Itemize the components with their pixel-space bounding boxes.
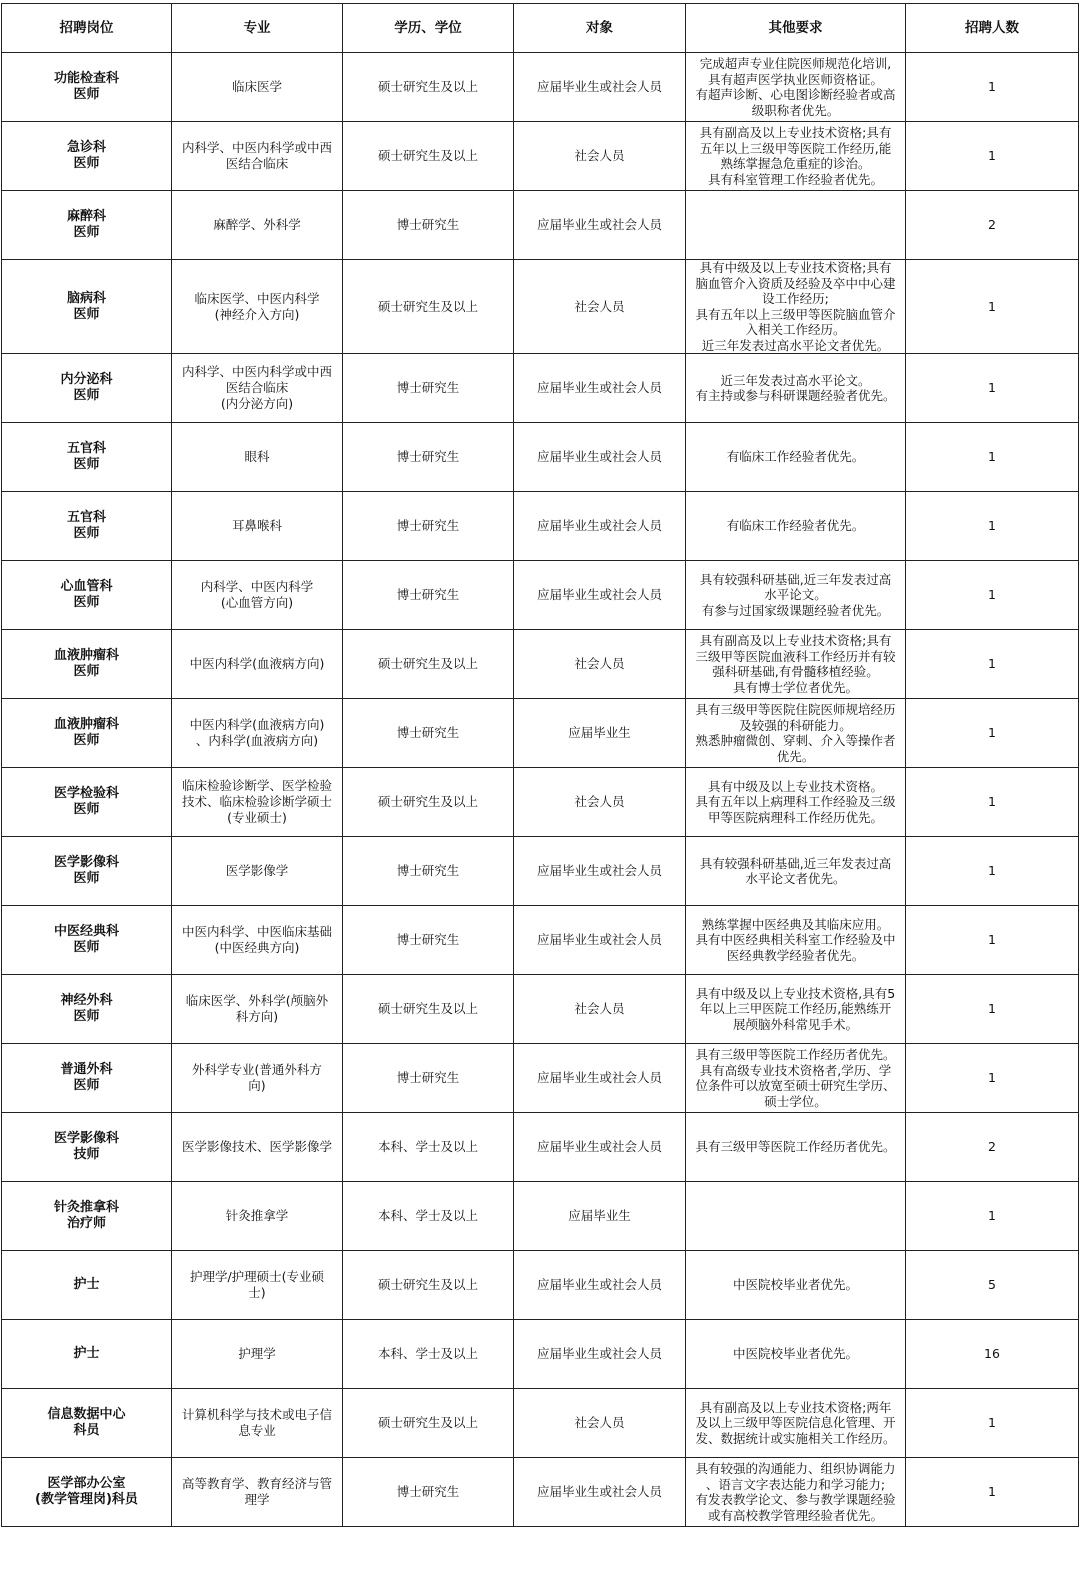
count-cell: 1 (906, 1182, 1079, 1251)
major-cell (172, 191, 343, 260)
degree-cell: 博士研究生 (343, 423, 514, 492)
position-cell-line: 护士 (73, 1346, 100, 1361)
requirements-cell (686, 975, 906, 1044)
position-cell-line: 医学影像科 (53, 1131, 119, 1146)
position-cell (2, 906, 172, 975)
major-cell-line: (内分泌方向) (220, 396, 294, 411)
position-cell-line: 针灸推拿科 (53, 1200, 119, 1215)
position-cell (2, 260, 172, 354)
position-cell-line: 内分泌科 (60, 372, 113, 387)
major-cell (172, 837, 343, 906)
position-cell-line: 医师 (73, 457, 100, 472)
recruitment-table (1, 3, 1079, 1527)
position-cell-line: 五官科 (66, 510, 106, 525)
table-row (2, 191, 1079, 260)
count-cell: 1 (906, 906, 1079, 975)
requirements-cell-line: 熟悉肿瘤微创、穿刺、介入等操作者 (695, 733, 896, 748)
major-cell-line: (中医经典方向) (214, 940, 300, 955)
major-cell (172, 1389, 343, 1458)
degree-cell: 本科、学士及以上 (343, 1320, 514, 1389)
position-cell (2, 191, 172, 260)
target-cell: 应届毕业生或社会人员 (514, 906, 686, 975)
major-cell (172, 561, 343, 630)
position-cell (2, 53, 172, 122)
degree-cell: 硕士研究生及以上 (343, 1389, 514, 1458)
requirements-cell-line: 展颅脑外科常见手术。 (732, 1016, 858, 1032)
degree-cell: 硕士研究生及以上 (343, 630, 514, 699)
count-cell: 1 (906, 354, 1079, 423)
header-row (2, 4, 1079, 53)
requirements-cell-line: 级职称者优先。 (751, 102, 840, 118)
degree-cell: 博士研究生 (343, 191, 514, 260)
count-cell: 1 (906, 561, 1079, 630)
table-row (2, 1044, 1079, 1113)
position-cell-line: 神经外科 (60, 993, 113, 1008)
target-cell: 社会人员 (514, 975, 686, 1044)
major-cell (172, 975, 343, 1044)
degree-cell: 硕士研究生及以上 (343, 122, 514, 191)
position-cell-line: 医师 (73, 306, 100, 322)
count-cell: 1 (906, 837, 1079, 906)
target-cell: 应届毕业生或社会人员 (514, 354, 686, 423)
position-cell-line: 信息数据中心 (47, 1407, 126, 1422)
count-cell: 1 (906, 1389, 1079, 1458)
target-cell: 社会人员 (514, 122, 686, 191)
major-cell-line: 医结合临床 (225, 156, 289, 171)
requirements-cell (686, 768, 906, 837)
position-cell-line: 医师 (73, 871, 100, 886)
requirements-cell-line: 具有超声医学执业医师资格证。 (707, 71, 883, 87)
requirements-cell-line: 有主持或参与科研课题经验者优先。 (695, 388, 896, 403)
header-requirements: 其他要求 (686, 4, 906, 53)
header-target: 对象 (514, 4, 686, 53)
major-cell (172, 768, 343, 837)
requirements-cell (686, 699, 906, 768)
count-cell: 1 (906, 768, 1079, 837)
count-cell: 2 (906, 1113, 1079, 1182)
requirements-cell-line: 具有三级甲等医院住院医师规培经历 (695, 702, 896, 717)
requirements-cell-line: 三级甲等医院血液科工作经历并有较 (695, 648, 896, 664)
table-row (2, 699, 1079, 768)
degree-cell: 硕士研究生及以上 (343, 768, 514, 837)
major-cell (172, 1320, 343, 1389)
table-row (2, 561, 1079, 630)
degree-cell: 博士研究生 (343, 492, 514, 561)
degree-cell: 博士研究生 (343, 1458, 514, 1527)
position-cell-line: 技师 (73, 1147, 100, 1162)
requirements-cell-line: 具有副高及以上专业技术资格;具有 (699, 125, 892, 140)
position-cell-line: 医师 (73, 664, 100, 679)
major-cell-line: 护理学/护理硕士(专业硕 (189, 1269, 325, 1284)
position-cell (2, 837, 172, 906)
major-cell-line: (专业硕士) (227, 810, 287, 825)
requirements-cell-line: 中医院校毕业者优先。 (732, 1346, 858, 1362)
requirements-cell-line: 具有科室管理工作经验者优先。 (707, 171, 883, 187)
header-count: 招聘人数 (906, 4, 1079, 53)
table-row (2, 630, 1079, 699)
target-cell: 社会人员 (514, 768, 686, 837)
requirements-cell-line: 具有较强科研基础,近三年发表过高 (699, 571, 892, 587)
major-cell-line: 针灸推拿学 (225, 1208, 289, 1223)
requirements-cell-line: 位条件可以放宽至硕士研究生学历、 (695, 1078, 896, 1093)
degree-cell: 博士研究生 (343, 837, 514, 906)
requirements-cell-line: 具有副高及以上专业技术资格;具有 (699, 633, 892, 648)
position-cell-line: 护士 (73, 1277, 100, 1292)
major-cell (172, 423, 343, 492)
requirements-cell-line: 具有中级及以上专业技术资格,具有5 (695, 985, 896, 1001)
requirements-cell-line: 具有较强科研基础,近三年发表过高 (699, 855, 892, 871)
position-cell (2, 1251, 172, 1320)
target-cell: 应届毕业生或社会人员 (514, 1044, 686, 1113)
position-cell-line: 麻醉科 (66, 209, 106, 224)
table-row (2, 1458, 1079, 1527)
requirements-cell-line: 入相关工作经历。 (745, 322, 846, 337)
degree-cell: 硕士研究生及以上 (343, 260, 514, 354)
major-cell-line: 内科学、中医内科学或中西 (181, 140, 332, 155)
major-cell-line: 息专业 (238, 1423, 276, 1438)
target-cell: 应届毕业生或社会人员 (514, 1251, 686, 1320)
table-row (2, 354, 1079, 423)
requirements-cell-line: 年以上三甲医院工作经历,能熟练开 (699, 1001, 892, 1017)
table-row (2, 1389, 1079, 1458)
requirements-cell-line: 具有中医经典相关科室工作经验及中 (695, 932, 896, 948)
position-cell-line: 医师 (73, 156, 100, 171)
position-cell-line: 医师 (73, 733, 100, 748)
major-cell-line: 中医内科学、中医临床基础 (181, 924, 332, 939)
target-cell: 应届毕业生 (514, 699, 686, 768)
requirements-cell-line: 中医院校毕业者优先。 (732, 1277, 858, 1293)
table-row (2, 837, 1079, 906)
target-cell: 应届毕业生或社会人员 (514, 1458, 686, 1527)
table-row (2, 492, 1079, 561)
requirements-cell-line: 或有高校教学管理经验者优先。 (707, 1507, 883, 1523)
degree-cell: 博士研究生 (343, 561, 514, 630)
requirements-cell-line: 具有中级及以上专业技术资格。 (707, 778, 883, 794)
target-cell: 应届毕业生或社会人员 (514, 1320, 686, 1389)
requirements-cell-line: 甲等医院病理科工作经历优先。 (707, 809, 883, 825)
requirements-cell (686, 1458, 906, 1527)
count-cell: 1 (906, 630, 1079, 699)
target-cell: 应届毕业生或社会人员 (514, 492, 686, 561)
requirements-cell-line: 具有副高及以上专业技术资格;两年 (699, 1399, 892, 1415)
position-cell-line: 医师 (73, 526, 100, 541)
requirements-cell-line: 及较强的科研能力。 (739, 717, 852, 733)
major-cell-line: 中医内科学(血液病方向) (189, 717, 325, 732)
degree-cell: 博士研究生 (343, 699, 514, 768)
position-cell-line: 心血管科 (60, 579, 113, 594)
requirements-cell-line: 具有高级专业技术资格者,学历、学 (699, 1062, 892, 1078)
table-row (2, 423, 1079, 492)
major-cell-line: 医结合临床 (225, 380, 289, 395)
position-cell-line: 医师 (73, 388, 100, 403)
requirements-cell-line: 完成超声专业住院医师规范化培训, (699, 56, 892, 71)
target-cell: 应届毕业生或社会人员 (514, 423, 686, 492)
count-cell: 1 (906, 53, 1079, 122)
count-cell: 1 (906, 492, 1079, 561)
requirements-cell (686, 1389, 906, 1458)
requirements-cell (686, 1251, 906, 1320)
position-cell-line: 中医经典科 (53, 924, 119, 939)
position-cell (2, 699, 172, 768)
requirements-cell (686, 1044, 906, 1113)
target-cell: 应届毕业生或社会人员 (514, 1113, 686, 1182)
major-cell-line: (神经介入方向) (214, 306, 300, 322)
degree-cell: 硕士研究生及以上 (343, 53, 514, 122)
requirements-cell (686, 423, 906, 492)
requirements-cell (686, 906, 906, 975)
target-cell: 应届毕业生 (514, 1182, 686, 1251)
position-cell (2, 975, 172, 1044)
requirements-cell-line: 发、数据统计或实施相关工作经历。 (695, 1430, 896, 1446)
requirements-cell (686, 260, 906, 354)
major-cell (172, 1182, 343, 1251)
major-cell (172, 1113, 343, 1182)
requirements-cell-line: 熟练掌握急危重症的诊治。 (720, 156, 871, 171)
count-cell: 1 (906, 975, 1079, 1044)
requirements-cell (686, 53, 906, 122)
table-row (2, 1320, 1079, 1389)
position-cell (2, 354, 172, 423)
requirements-cell (686, 191, 906, 260)
major-cell-line: (心血管方向) (220, 595, 294, 610)
requirements-cell (686, 492, 906, 561)
degree-cell: 本科、学士及以上 (343, 1113, 514, 1182)
major-cell-line: 临床检验诊断学、医学检验 (181, 778, 332, 793)
target-cell: 社会人员 (514, 1389, 686, 1458)
major-cell-line: 理学 (244, 1492, 270, 1507)
requirements-cell-line: 具有五年以上病理科工作经验及三级 (695, 794, 896, 810)
requirements-cell-line: 熟练掌握中医经典及其临床应用。 (701, 916, 890, 932)
requirements-cell-line: 脑血管介入资质及经验及卒中中心建 (695, 275, 896, 291)
major-cell-line: 内科学、中医内科学或中西 (181, 364, 332, 379)
position-cell (2, 1182, 172, 1251)
position-cell (2, 1113, 172, 1182)
requirements-cell-line: 具有博士学位者优先。 (732, 679, 858, 695)
count-cell: 1 (906, 260, 1079, 354)
table-row (2, 975, 1079, 1044)
degree-cell: 硕士研究生及以上 (343, 1251, 514, 1320)
major-cell (172, 122, 343, 191)
position-cell (2, 1458, 172, 1527)
position-cell (2, 492, 172, 561)
major-cell-line: 高等教育学、教育经济与管 (181, 1476, 332, 1491)
major-cell (172, 1251, 343, 1320)
position-cell-line: 血液肿瘤科 (53, 648, 119, 663)
degree-cell: 博士研究生 (343, 1044, 514, 1113)
major-cell-line: 外科学专业(普通外科方 (192, 1062, 322, 1077)
position-cell (2, 1044, 172, 1113)
major-cell (172, 699, 343, 768)
requirements-cell-line: 具有三级甲等医院工作经历者优先。 (695, 1139, 896, 1155)
position-cell (2, 561, 172, 630)
position-cell-line: 医学检验科 (53, 786, 119, 801)
position-cell-line: 血液肿瘤科 (53, 717, 119, 732)
requirements-cell-line: 强科研基础,有骨髓移植经验。 (712, 664, 879, 679)
requirements-cell (686, 1320, 906, 1389)
position-cell-line: 医学部办公室 (47, 1476, 126, 1491)
target-cell: 应届毕业生或社会人员 (514, 561, 686, 630)
requirements-cell (686, 354, 906, 423)
major-cell (172, 492, 343, 561)
table-row (2, 260, 1079, 354)
position-cell-line: 医学影像科 (53, 855, 119, 870)
major-cell (172, 260, 343, 354)
position-cell-line: 急诊科 (66, 140, 106, 155)
major-cell-line: 士) (248, 1285, 266, 1300)
major-cell (172, 630, 343, 699)
major-cell-line: 医学影像学 (225, 863, 289, 878)
major-cell-line: 中医内科学(血液病方向) (189, 656, 325, 671)
major-cell-line: 临床医学 (231, 79, 282, 94)
position-cell-line: 功能检查科 (53, 71, 119, 86)
major-cell-line: 计算机科学与技术或电子信 (181, 1407, 332, 1422)
table-row (2, 53, 1079, 122)
major-cell (172, 53, 343, 122)
major-cell-line: 临床医学、中医内科学 (194, 290, 320, 306)
position-cell-line: 脑病科 (66, 290, 106, 306)
count-cell: 1 (906, 423, 1079, 492)
major-cell-line: 耳鼻喉科 (231, 518, 282, 533)
degree-cell: 博士研究生 (343, 906, 514, 975)
table-row (2, 122, 1079, 191)
major-cell-line: 临床医学、外科学(颅脑外 (185, 993, 329, 1008)
requirements-cell-line: 、语言文字表达能力和学习能力; (705, 1476, 886, 1492)
major-cell-line: 眼科 (244, 449, 270, 464)
major-cell-line: 内科学、中医内科学 (200, 579, 314, 594)
major-cell-line: 向) (248, 1078, 266, 1093)
degree-cell: 本科、学士及以上 (343, 1182, 514, 1251)
degree-cell: 博士研究生 (343, 354, 514, 423)
position-cell-line: 医师 (73, 225, 100, 240)
position-cell-line: 普通外科 (60, 1062, 113, 1077)
requirements-cell-line: 有临床工作经验者优先。 (726, 449, 865, 465)
major-cell-line: 护理学 (238, 1346, 276, 1361)
degree-cell: 硕士研究生及以上 (343, 975, 514, 1044)
requirements-cell-line: 近三年发表过高水平论文者优先。 (701, 337, 890, 353)
count-cell: 1 (906, 1044, 1079, 1113)
requirements-cell-line: 硕士学位。 (764, 1093, 827, 1109)
requirements-cell-line: 有临床工作经验者优先。 (726, 518, 865, 534)
count-cell: 1 (906, 122, 1079, 191)
table-row (2, 906, 1079, 975)
target-cell: 应届毕业生或社会人员 (514, 837, 686, 906)
requirements-cell-line: 优先。 (776, 748, 815, 764)
position-cell-line: 医师 (73, 802, 100, 817)
requirements-cell-line: 医经典教学经验者优先。 (726, 947, 865, 963)
position-cell-line: 医师 (73, 1078, 100, 1093)
requirements-cell-line: 设工作经历; (762, 291, 829, 306)
position-cell-line: 科员 (73, 1423, 100, 1438)
header-major: 专业 (172, 4, 343, 53)
position-cell-line: 医师 (73, 1009, 100, 1024)
requirements-cell-line: 具有三级甲等医院工作经历者优先。 (695, 1047, 896, 1062)
major-cell-line: 、内科学(血液病方向) (195, 733, 319, 748)
position-cell (2, 1389, 172, 1458)
target-cell: 应届毕业生或社会人员 (514, 53, 686, 122)
major-cell-line: 科方向) (235, 1009, 279, 1024)
requirements-cell (686, 122, 906, 191)
requirements-cell-line: 五年以上三级甲等医院工作经历,能 (699, 140, 892, 156)
position-cell (2, 423, 172, 492)
requirements-cell-line: 具有五年以上三级甲等医院脑血管介 (695, 306, 896, 322)
requirements-cell-line: 水平论文。 (764, 587, 827, 603)
major-cell (172, 1458, 343, 1527)
header-degree: 学历、学位 (343, 4, 514, 53)
header-position: 招聘岗位 (2, 4, 172, 53)
target-cell: 应届毕业生或社会人员 (514, 191, 686, 260)
requirements-cell-line: 近三年发表过高水平论文。 (720, 372, 871, 388)
requirements-cell-line: 有发表教学论文、参与教学课题经验 (695, 1492, 896, 1507)
position-cell (2, 630, 172, 699)
major-cell-line: 医学影像技术、医学影像学 (181, 1139, 332, 1154)
requirements-cell-line: 具有较强的沟通能力、组织协调能力 (695, 1461, 896, 1476)
count-cell: 2 (906, 191, 1079, 260)
count-cell: 1 (906, 1458, 1079, 1527)
position-cell-line: 治疗师 (66, 1216, 106, 1231)
position-cell-line: 医师 (73, 940, 100, 955)
position-cell-line: (教学管理岗)科员 (35, 1492, 138, 1507)
count-cell: 16 (906, 1320, 1079, 1389)
major-cell (172, 906, 343, 975)
major-cell (172, 354, 343, 423)
count-cell: 5 (906, 1251, 1079, 1320)
requirements-cell-line: 及以上三级甲等医院信息化管理、开 (695, 1415, 896, 1431)
position-cell (2, 1320, 172, 1389)
major-cell-line: 技术、临床检验诊断学硕士 (181, 794, 332, 809)
count-cell: 1 (906, 699, 1079, 768)
major-cell (172, 1044, 343, 1113)
major-cell-line: 麻醉学、外科学 (213, 217, 301, 232)
requirements-cell-line: 具有中级及以上专业技术资格;具有 (699, 260, 892, 275)
requirements-cell (686, 837, 906, 906)
table-row (2, 1251, 1079, 1320)
table-row (2, 1182, 1079, 1251)
position-cell-line: 医师 (73, 87, 100, 102)
requirements-cell-line: 有超声诊断、心电图诊断经验者或高 (695, 87, 896, 102)
requirements-cell-line: 水平论文者优先。 (745, 871, 846, 886)
target-cell: 社会人员 (514, 260, 686, 354)
requirements-cell (686, 1113, 906, 1182)
requirements-cell (686, 561, 906, 630)
position-cell (2, 122, 172, 191)
table-body (2, 53, 1079, 1527)
target-cell: 社会人员 (514, 630, 686, 699)
requirements-cell (686, 630, 906, 699)
requirements-cell-line: 有参与过国家级课题经验者优先。 (701, 602, 890, 618)
position-cell-line: 五官科 (66, 441, 106, 456)
requirements-cell (686, 1182, 906, 1251)
position-cell (2, 768, 172, 837)
table-row (2, 1113, 1079, 1182)
position-cell-line: 医师 (73, 595, 100, 610)
table-row (2, 768, 1079, 837)
